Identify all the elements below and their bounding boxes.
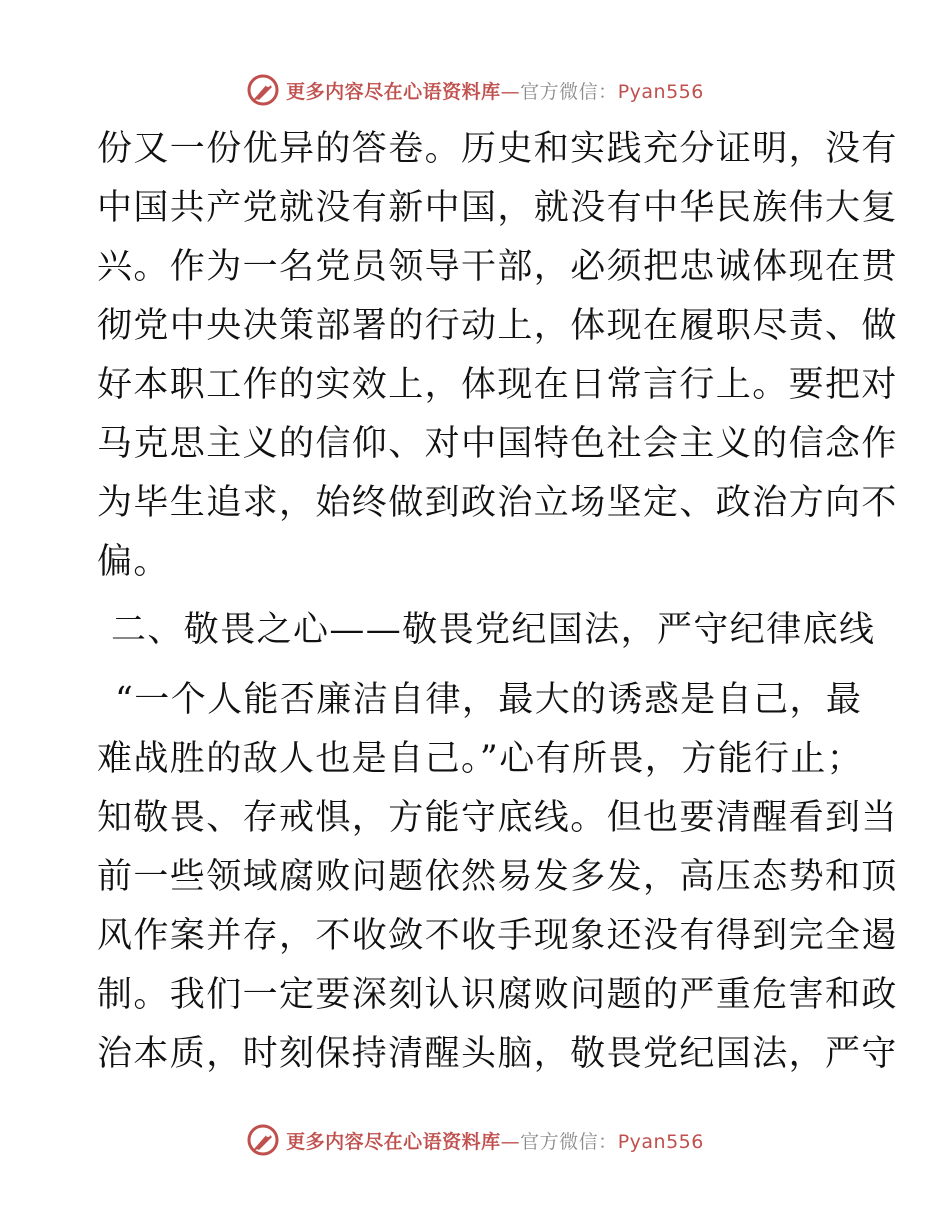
watermark-separator: — [500, 1130, 521, 1153]
watermark-text [286, 77, 704, 104]
text-line: 兴。作为一名党员领导干部，必须把忠诚体现在贯 [97, 247, 898, 287]
watermark [246, 1123, 704, 1157]
watermark-separator: — [500, 80, 521, 103]
text-line: 治本质，时刻保持清醒头脑，敬畏党纪国法，严守 [97, 1034, 898, 1074]
paragraph-1 [97, 126, 898, 585]
text-line: 难战胜的敌人也是自己。”心有所畏，方能行止； [97, 739, 864, 779]
text-line: 为毕生追求，始终做到政治立场坚定、政治方向不 [97, 483, 898, 523]
page-header-watermark [0, 70, 950, 110]
text-line: 知敬畏、存戒惧，方能守底线。但也要清醒看到当 [97, 798, 898, 838]
document-body [97, 126, 898, 1090]
watermark-main-text: 更多内容尽在心语资料库 [286, 1130, 501, 1153]
page-footer-watermark [0, 1120, 950, 1160]
text-line: 制。我们一定要深刻认识腐败问题的严重危害和政 [97, 975, 898, 1015]
watermark-main-text: 更多内容尽在心语资料库 [286, 80, 501, 103]
text-line: 好本职工作的实效上，体现在日常言行上。要把对 [97, 365, 898, 405]
pen-nib-logo-icon [246, 73, 280, 107]
watermark-wechat-id: Pyan556 [617, 80, 704, 103]
paragraph-2 [97, 677, 898, 1077]
watermark-label: 官方微信： [520, 80, 618, 103]
text-line: 马克思主义的信仰、对中国特色社会主义的信念作 [97, 424, 898, 464]
text-line: “一个人能否廉洁自律，最大的诱惑是自己，最 [115, 680, 863, 720]
pen-nib-logo-icon [246, 1123, 280, 1157]
text-line: 彻党中央决策部署的行动上，体现在履职尽责、做 [97, 306, 898, 346]
watermark-label: 官方微信： [520, 1130, 618, 1153]
watermark [246, 73, 704, 107]
text-line: 份又一份优异的答卷。历史和实践充分证明，没有 [97, 129, 898, 169]
text-line: 偏。 [97, 542, 170, 582]
text-line: 风作案并存，不收敛不收手现象还没有得到完全遏 [97, 916, 898, 956]
watermark-text [286, 1127, 704, 1154]
text-line: 中国共产党就没有新中国，就没有中华民族伟大复 [97, 188, 898, 228]
section-heading: 二、敬畏之心——敬畏党纪国法，严守纪律底线 [111, 610, 876, 650]
watermark-wechat-id: Pyan556 [617, 1130, 704, 1153]
text-line: 前一些领域腐败问题依然易发多发，高压态势和顶 [97, 857, 898, 897]
